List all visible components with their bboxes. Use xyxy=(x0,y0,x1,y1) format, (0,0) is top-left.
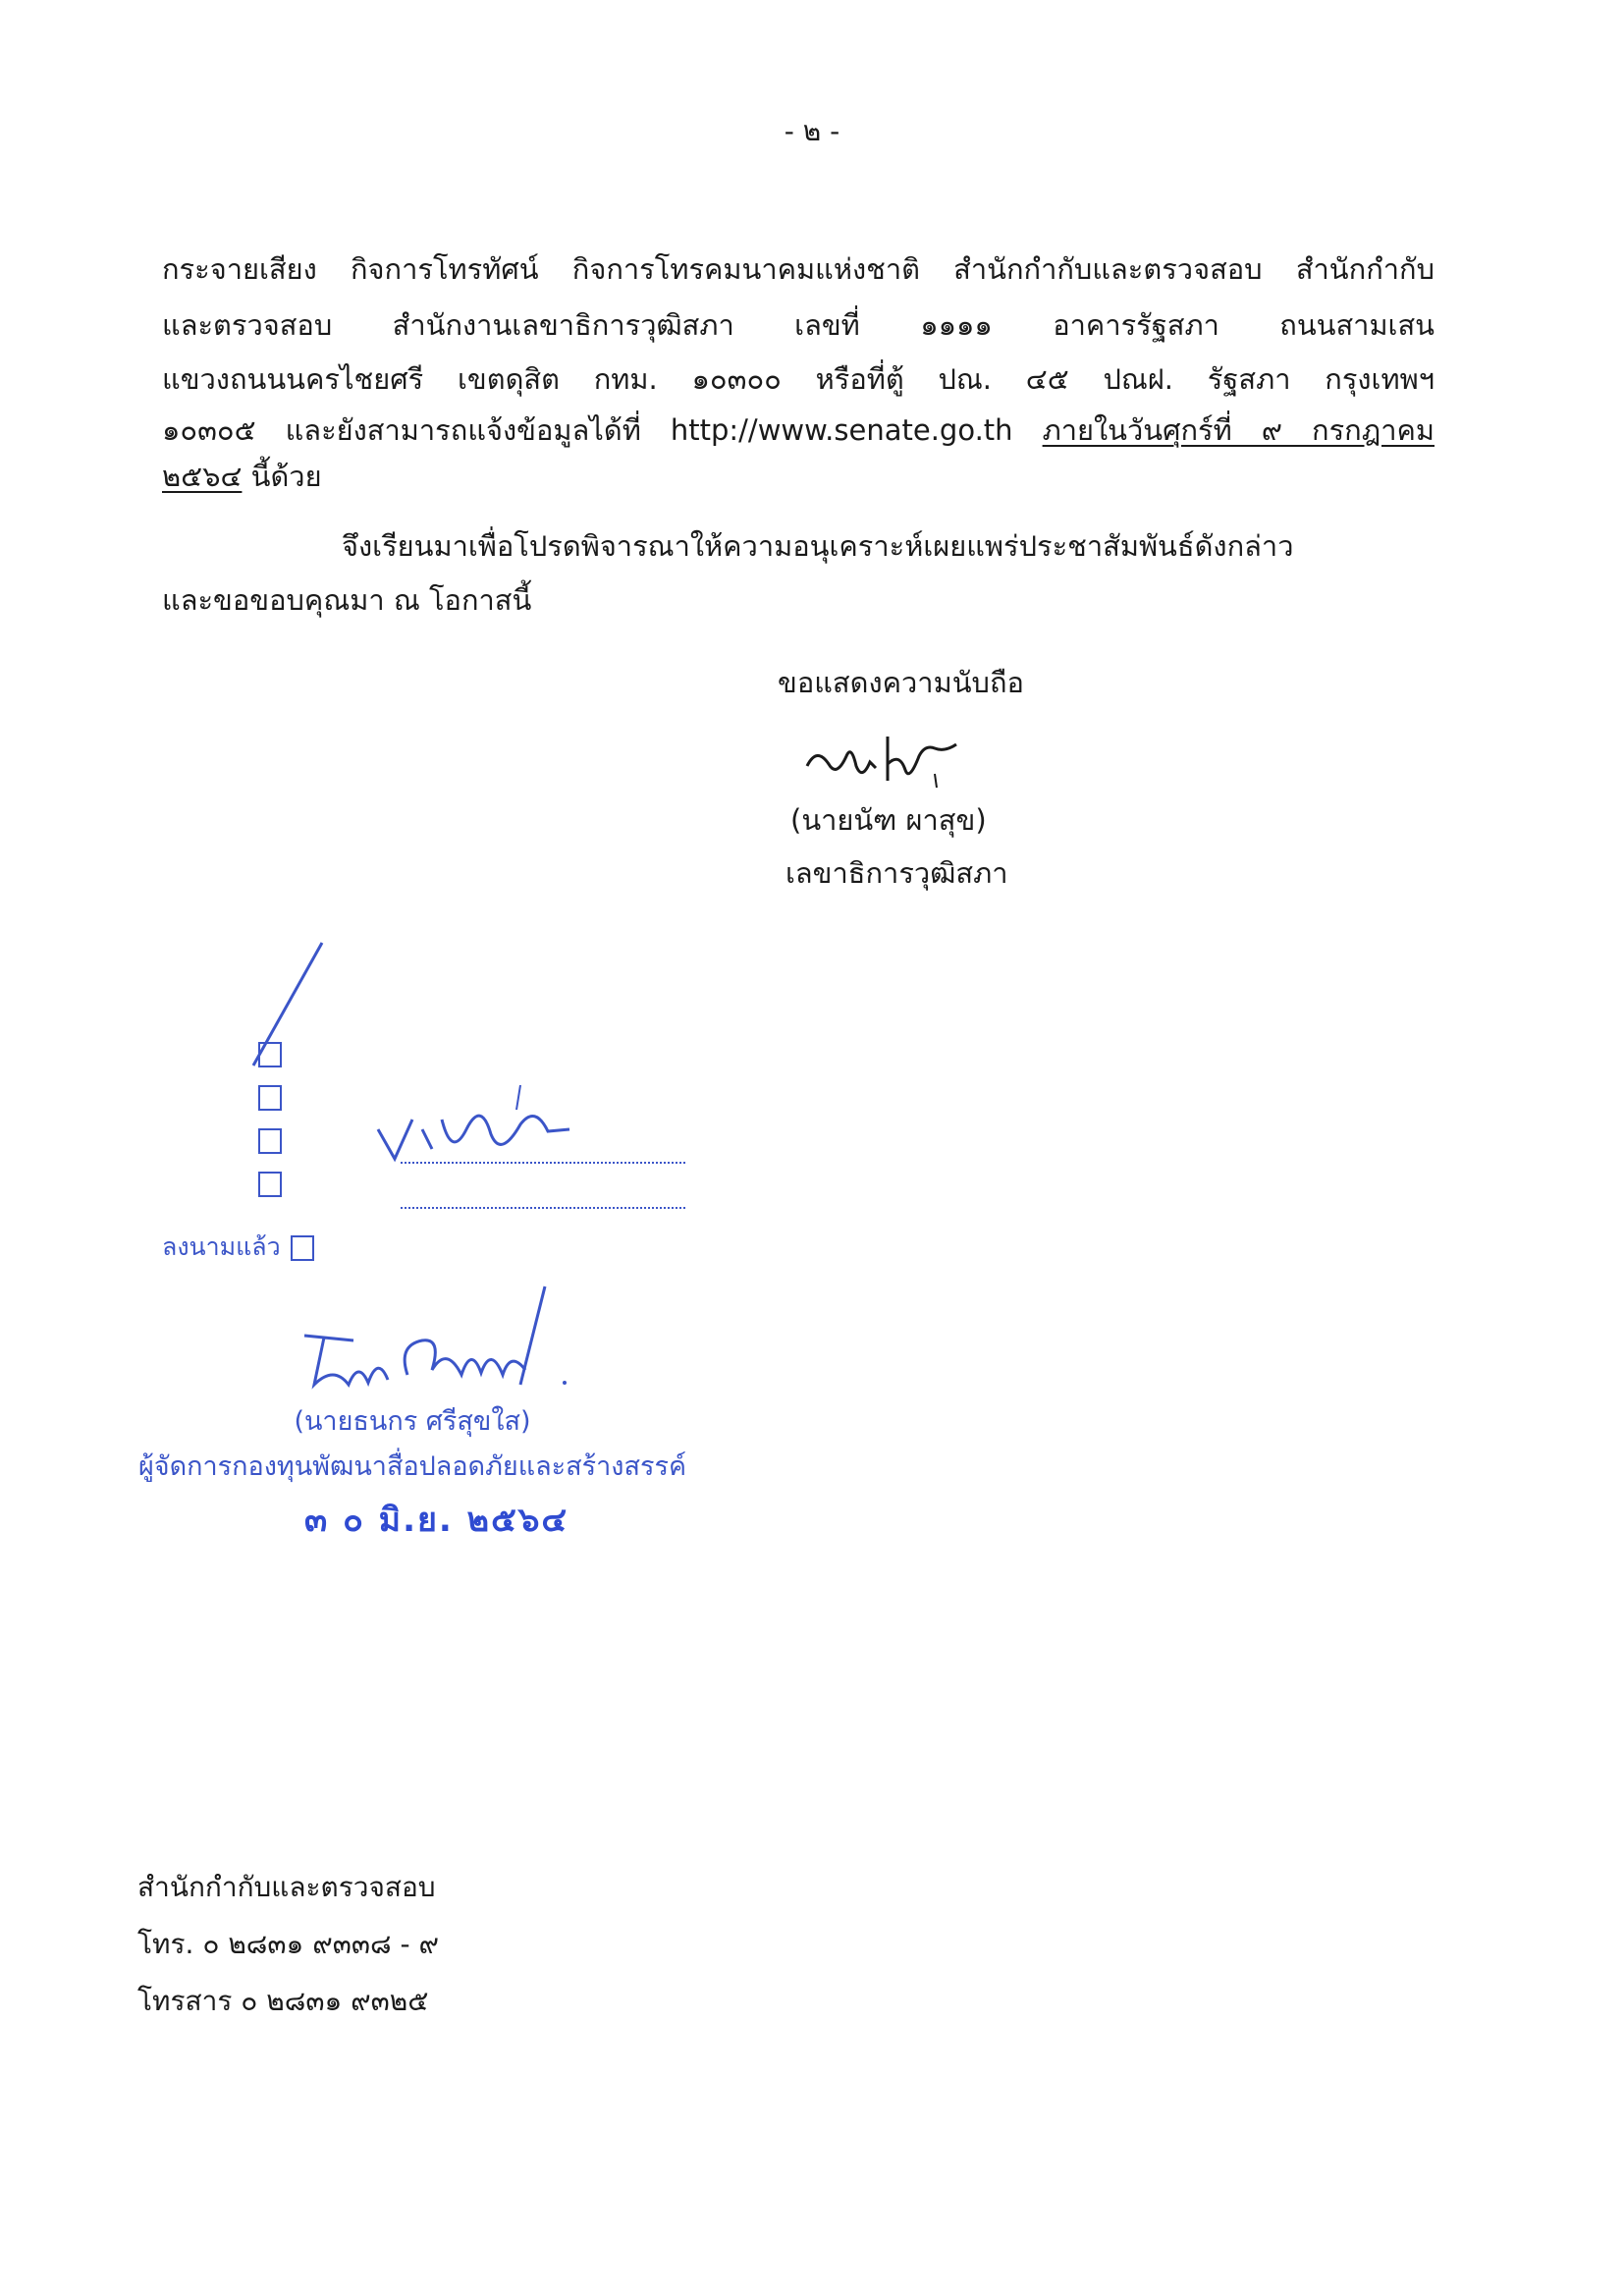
footer-tel: โทร. ๐ ๒๘๓๑ ๙๓๓๘ - ๙ xyxy=(137,1928,440,1960)
deadline-year: ๒๕๖๔ xyxy=(162,460,243,493)
salutation: ขอแสดงความนับถือ xyxy=(778,666,1024,699)
body-line-4-text: ๑๐๓๐๕ และยังสามารถแจ้งข้อมูลได้ที่ http://www.senate.go.th xyxy=(162,413,1013,447)
secretary-name: (นายนัฑ ผาสุข) xyxy=(790,803,987,837)
stamp-faint-text xyxy=(162,1082,252,1111)
footer-office: สำนักกำกับและตรวจสอบ xyxy=(137,1871,436,1903)
closing-line-1: จึงเรียนมาเพื่อโปรดพิจารณาให้ความอนุเคราะห์เผยแพร่ประชาสัมพันธ์ดังกล่าว xyxy=(342,529,1294,563)
stamp-row-2 xyxy=(162,1082,282,1111)
body-line-2: และตรวจสอบ สำนักงานเลขาธิการวุฒิสภา เลขที่ ๑๑๑๑ อาคารรัฐสภา ถนนสามเสน xyxy=(162,308,1435,342)
stamp-handwriting xyxy=(373,1080,609,1169)
secretary-signature xyxy=(797,727,984,795)
page-number: - ๒ - xyxy=(784,115,840,147)
stamp-checkbox-4 xyxy=(258,1172,282,1197)
stamp-row-4 xyxy=(162,1169,282,1197)
stamp-faint-text xyxy=(162,1039,252,1067)
manager-title: ผู้จัดการกองทุนพัฒนาสื่อปลอดภัยและสร้างสรรค์ xyxy=(137,1451,687,1482)
body-line-5-text: นี้ด้วย xyxy=(242,460,322,493)
stamp-dotted-line-2 xyxy=(401,1196,685,1215)
stamp-row-3 xyxy=(162,1125,282,1154)
stamp-checkbox-2 xyxy=(258,1085,282,1111)
secretary-title: เลขาธิการวุฒิสภา xyxy=(785,856,1008,890)
closing-line-2: และขอขอบคุณมา ณ โอกาสนี้ xyxy=(162,583,532,617)
stamp-checkbox-1 xyxy=(258,1042,282,1067)
body-line-3: แขวงถนนนครไชยศรี เขตดุสิต กทม. ๑๐๓๐๐ หรือที่ตู้ ปณ. ๔๕ ปณฝ. รัฐสภา กรุงเทพฯ xyxy=(162,362,1435,396)
stamp-faint-text xyxy=(162,1125,252,1154)
stamp-row-signed xyxy=(162,1228,314,1267)
manager-name: (นายธนกร ศรีสุขใส) xyxy=(294,1406,531,1437)
stamp-checkbox-3 xyxy=(258,1128,282,1154)
body-line-5 xyxy=(162,454,322,499)
date-stamp: ๓ ๐ มิ.ย. ๒๕๖๔ xyxy=(304,1501,569,1540)
deadline-text: ภายในวันศุกร์ที่ ๙ กรกฎาคม xyxy=(1042,413,1435,447)
body-line-4 xyxy=(162,405,1435,456)
footer-fax: โทรสาร ๐ ๒๘๓๑ ๙๓๒๕ xyxy=(137,1985,429,2017)
stamp-faint-text xyxy=(162,1169,252,1197)
signed-label: ลงนามแล้ว xyxy=(162,1232,281,1261)
signed-checkbox xyxy=(291,1235,314,1261)
stamp-row-1 xyxy=(162,1039,282,1067)
body-line-1: กระจายเสียง กิจการโทรทัศน์ กิจการโทรคมนาคมแห่งชาติ สำนักกำกับและตรวจสอบ สำนักกำกับ xyxy=(162,252,1435,286)
dotted-line xyxy=(401,1205,685,1209)
manager-signature xyxy=(295,1277,589,1404)
